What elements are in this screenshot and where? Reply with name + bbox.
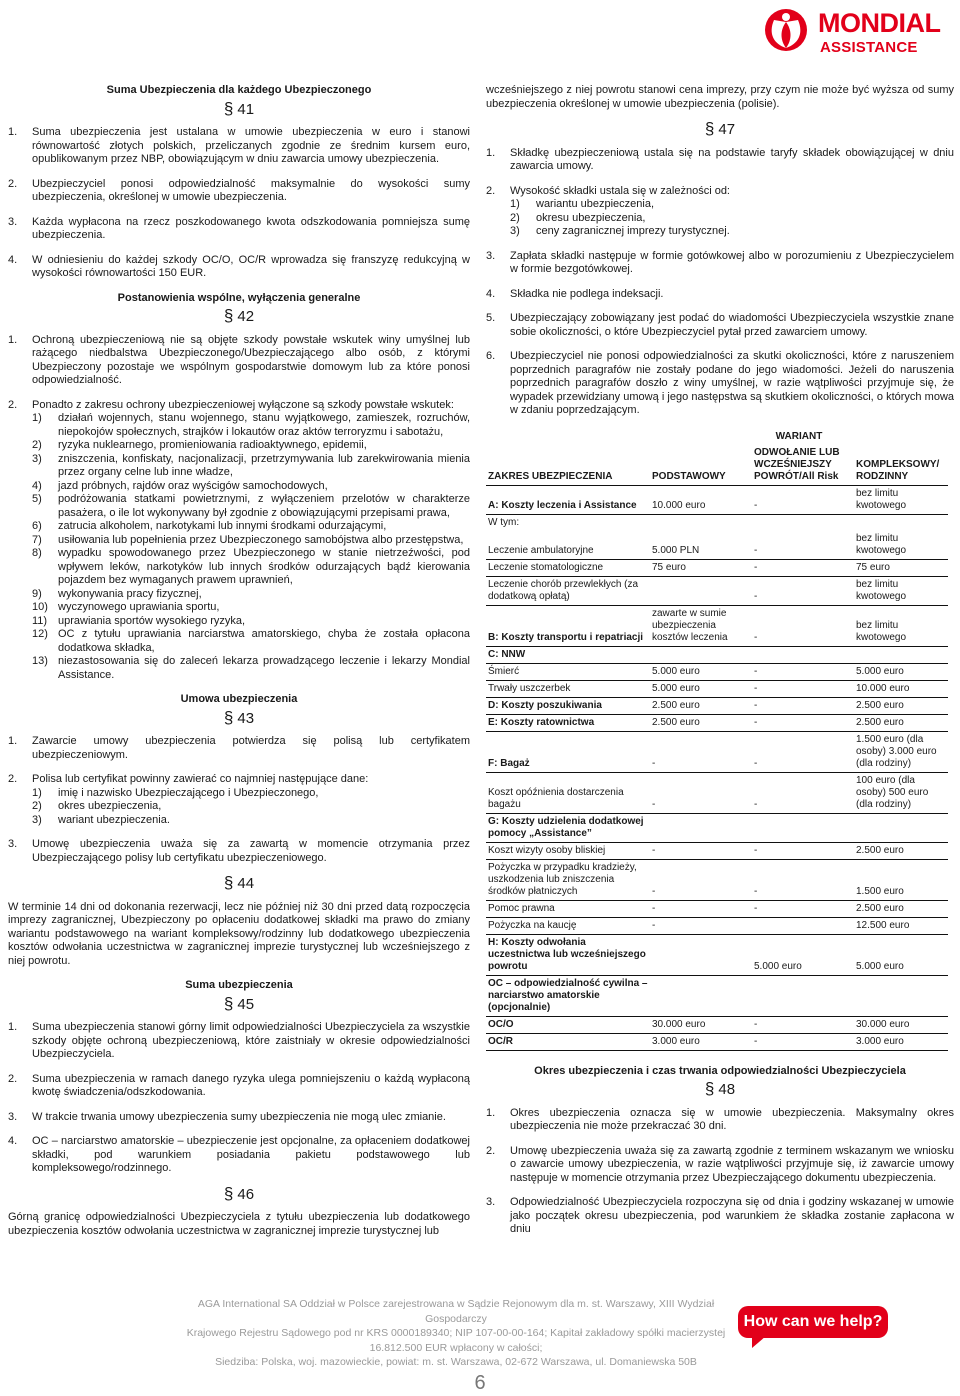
premium-factors-list [510, 198, 954, 239]
clause-41-3: 3. Każda wypłacona na rzecz poszkodowanego kwota odszkodowania pomniejsza sumę ubezpieczenia. [8, 215, 470, 241]
list-item-number: 2) [32, 800, 42, 812]
table-cell-basic: - [650, 859, 752, 900]
table-cell-scope: OC – odpowiedzialność cywilna – narciarstwo amatorskie (opcjonalnie) [486, 975, 650, 1016]
table-cell-cancel: - [752, 663, 854, 680]
list-item-text: OC z tytułu uprawiania narciarstwa amatorskiego, chyba że została opłacona dodatkowa składka, [58, 628, 470, 654]
clause-46: Górną granicę odpowiedzialności Ubezpieczyciela z tytułu ubezpieczenia lub dodatkowego ubezpieczenia kosztów odwołania uczestnictwa w zagranicznej imprezie turystycznej lub [8, 1211, 470, 1237]
table-cell-basic: - [650, 731, 752, 772]
list-item-text: uprawiania sportów wysokiego ryzyka, [58, 614, 246, 627]
clause-47-1: 1. Składkę ubezpieczeniową ustala się na podstawie taryfy składek obowiązującej w dniu zawarcia umowy. [486, 146, 954, 172]
table-cell-cancel: - [752, 576, 854, 605]
table-cell-scope: G: Koszty udzielenia dodatkowej pomocy „Assistance” [486, 813, 650, 842]
table-cell-complex: 5.000 euro [854, 663, 948, 680]
list-item [32, 547, 470, 588]
table-cell-basic: 30.000 euro [650, 1016, 752, 1033]
list-item-number: 9) [32, 587, 42, 600]
paragraph-42: § 42 [223, 306, 255, 325]
list-item-text: wypadku spowodowanego przez Ubezpieczonego w stanie nietrzeźwości, pod wpływem leków, narkotyków lub innych środków odurzających bądź kierowania pojazdem bez wymaganych prawem uprawnień, [58, 547, 470, 586]
clause-43-3: 3. Umowę ubezpieczenia uważa się za zawartą w momencie otrzymania przez Ubezpieczającego polisy lub certyfikatu ubezpieczeniowego. [8, 838, 470, 864]
table-cell-complex [854, 646, 948, 663]
table-row [486, 772, 948, 813]
variants-header: WARIANT [775, 430, 823, 442]
table-row [486, 842, 948, 859]
list-item [32, 628, 470, 655]
list-item-text: imię i nazwisko Ubezpieczającego i Ubezpieczonego, [58, 786, 319, 799]
table-cell-complex: bez limitu kwotowego [854, 605, 948, 646]
table-cell-scope: W tym: [488, 516, 520, 528]
clause-41-4: 4. W odniesieniu do każdej szkody OC/O, OC/R wprowadza się franszyzę redukcyjną w wysokości równowartości 150 EUR. [8, 253, 470, 279]
table-row [486, 559, 948, 576]
paragraph-41: § 41 [223, 98, 255, 118]
table-cell-complex: 2.500 euro [854, 900, 948, 917]
brand-sub: ASSISTANCE [820, 39, 918, 56]
table-cell-cancel: - [752, 714, 854, 731]
table-cell-complex: 10.000 euro [854, 680, 948, 697]
table-row [486, 917, 948, 934]
list-item-text: ryzyka nuklearnego, promieniowania radioaktywnego, epidemii, [58, 439, 367, 451]
section-heading-period: Okres ubezpieczenia i czas trwania odpowiedzialności Ubezpieczyciela [534, 1064, 906, 1077]
table-cell-scope: D: Koszty poszukiwania [486, 697, 650, 714]
page-number: 6 [474, 1372, 486, 1394]
list-item [32, 520, 470, 534]
table-cell-complex [854, 813, 948, 842]
table-cell-scope: F: Bagaż [486, 731, 650, 772]
table-row [486, 680, 948, 697]
list-item [32, 814, 470, 828]
table-cell-complex: 12.500 euro [854, 917, 948, 934]
table-cell-scope: Trwały uszczerbek [486, 680, 650, 697]
list-item-number: 12) [32, 628, 48, 640]
table-cell-cancel: - [752, 680, 854, 697]
clause-47-2: 2. Wysokość składki ustala się w zależności od: 1) wariantu ubezpieczenia, 2) okresu ubezpieczenia, 3) ceny zagranicznej imprezy turystycznej. [486, 185, 954, 239]
mondial-logo-icon [760, 8, 814, 54]
paragraph-44: § 44 [223, 873, 255, 892]
table-cell-complex: 2.500 euro [854, 714, 948, 731]
table-cell-cancel: - [752, 1016, 854, 1033]
clause-43-2: 2. Polisa lub certyfikat powinny zawierać co najmniej następujące dane: 1) imię i nazwisko Ubezpieczającego i Ubezpieczonego, 2) okres ubezpieczenia, 3) wariant ubezpieczenia. [8, 773, 470, 827]
table-cell-scope: Koszt opóźnienia dostarczenia bagażu [486, 772, 650, 813]
list-item-text: wyczynowego uprawiania sportu, [58, 601, 220, 613]
clause-48-3: 3. Odpowiedzialność Ubezpieczyciela rozpoczyna się od dnia i godziny wskazanej w umowie jako początek okresu ubezpieczenia, pod warunkiem że składka zostanie zapłacona w dniu [486, 1196, 954, 1235]
clause-45-2: 2. Suma ubezpieczenia w ramach danego ryzyka ulega pomniejszeniu o każdą wypłaconą kwotę świadczenia/odszkodowania. [8, 1072, 470, 1098]
table-cell-cancel: - [752, 1033, 854, 1050]
list-item [32, 601, 470, 615]
coverage-table [486, 429, 948, 1051]
list-item-text: wariant ubezpieczenia. [58, 813, 170, 826]
table-row [486, 975, 948, 1016]
list-item-number: 13) [32, 655, 48, 667]
list-item-number: 3) [32, 452, 42, 465]
clause-41-2: 2. Ubezpieczyciel ponosi odpowiedzialność maksymalnie do wysokości sumy ubezpieczenia, określonej w umowie ubezpieczenia. [8, 177, 470, 203]
table-cell-cancel: - [752, 559, 854, 576]
section-heading-contract: Umowa ubezpieczenia [180, 693, 298, 705]
paragraph-48: § 48 [704, 1079, 736, 1098]
list-item-number: 6) [32, 520, 42, 532]
table-row [486, 731, 948, 772]
brand-name: MONDIAL [818, 8, 941, 38]
table-cell-basic: 10.000 euro [650, 485, 752, 514]
table-cell-basic: 3.000 euro [650, 1033, 752, 1050]
clause-47-6: 6. Ubezpieczyciel nie ponosi odpowiedzialności za skutki okoliczności, które z naruszeniem poprzednich paragrafów nie zostały podane do jego wiadomości. Jeżeli do naruszenia poprzednich paragrafów doszło z winy umyślnej, w razie wątpliwości przyjmuje się, że wypadek przewidziany umową i jego następstwa są skutkiem okoliczności, o których mowa w zdaniu poprzedzającym. [486, 350, 954, 416]
table-cell-basic [650, 576, 752, 605]
footer-line-2: Krajowego Rejestru Sądowego pod nr KRS 0000189340; NIP 107-00-00-164; Kapitał zakładowy spółki macierzystej 16.812.500 EUR wpłacony w całości; [186, 1327, 726, 1354]
table-cell-cancel: - [752, 485, 854, 514]
table-cell-basic: 5.000 euro [650, 663, 752, 680]
table-cell-basic [650, 934, 752, 975]
clause-48-1: 1. Okres ubezpieczenia oznacza się w umowie ubezpieczenia. Maksymalny okres ubezpieczenia nie może przekraczać 30 dni. [486, 1106, 954, 1132]
table-cell-scope: Koszt wizyty osoby bliskiej [486, 842, 650, 859]
list-item-number: 2) [32, 439, 42, 451]
table-row [486, 663, 948, 680]
section-heading-sum: Suma ubezpieczenia [185, 979, 293, 991]
left-column [8, 84, 470, 1249]
table-cell-cancel [752, 917, 854, 934]
list-item-text: wariantu ubezpieczenia, [536, 198, 655, 210]
list-item-text: jazd próbnych, rajdów oraz wyścigów samochodowych, [58, 479, 328, 492]
table-cell-basic: 5.000 PLN [650, 531, 752, 560]
table-cell-basic: 2.500 euro [650, 697, 752, 714]
table-cell-basic: 2.500 euro [650, 714, 752, 731]
basic-header: PODSTAWOWY [650, 445, 752, 486]
table-cell-cancel [752, 646, 854, 663]
clause-44: W terminie 14 dni od dokonania rezerwacji, lecz nie później niż 30 dni przed datą rozpoczęcia imprezy zagranicznej, Ubezpieczony po opłaceniu dodatkowej składki ma prawo do zmiany wariantu podstawowego na wariant kompleksowy/rodzinny lub dodatkowego ubezpieczenia kosztów odwołania uczestnictwa w zagranicznej imprezie turystycznej lub wcześniejszego z niej powrotu. [8, 900, 470, 967]
table-cell-scope: OC/R [486, 1033, 650, 1050]
scope-header: ZAKRES UBEZPIECZENIA [486, 445, 650, 486]
table-row [486, 714, 948, 731]
clause-45-4: 4. OC – narciarstwo amatorskie – ubezpieczenie jest opcjonalne, za opłaceniem dodatkowej składki, pod warunkiem posiadania pakietu podstawowego lub kompleksowego/rodzinnego. [8, 1135, 470, 1174]
table-cell-basic: 75 euro [650, 559, 752, 576]
table-cell-complex: 100 euro (dla osoby) 500 euro (dla rodziny) [854, 772, 948, 813]
list-item [32, 412, 470, 439]
table-cell-basic: - [650, 842, 752, 859]
list-item-text: niezastosowania się do zaleceń lekarza prowadzącego leczenie i lekarzy Mondial Assistance. [58, 655, 470, 681]
list-item [510, 198, 954, 212]
table-row [486, 1033, 948, 1050]
clause-47-3: 3. Zapłata składki następuje w formie gotówkowej albo w porozumieniu z Ubezpieczycielem w formie bezgotówkowej. [486, 249, 954, 275]
clause-48-2: 2. Umowę ubezpieczenia uważa się za zawartą zgodnie z terminem wskazanym we wniosku o zawarcie umowy ubezpieczenia, w razie wątpliwości przyjmuje się, iż zawarcie umowy następuje w momencie otrzymania przez Ubezpieczającego dokumentu ubezpieczenia. [486, 1144, 954, 1184]
list-item-text: okresu ubezpieczenia, [536, 211, 646, 224]
table-cell-scope: A: Koszty leczenia i Assistance [486, 485, 650, 514]
table-cell-cancel: - [752, 697, 854, 714]
table-row [486, 934, 948, 975]
table-row [486, 697, 948, 714]
table-cell-cancel: - [752, 772, 854, 813]
policy-data-list [32, 787, 470, 828]
clause-45-3: 3. W trakcie trwania umowy ubezpieczenia sumy ubezpieczenia nie mogą ulec zmianie. [8, 1110, 446, 1123]
list-item-text: podróżowania statkami powietrznymi, z wyłączeniem przelotów w charakterze pasażera, o ile lot wykonywany był zgodnie z obowiązującymi przepisami prawa, [58, 493, 470, 519]
list-item-number: 11) [32, 614, 48, 627]
table-cell-basic: zawarte w sumie ubezpieczenia kosztów leczenia [650, 605, 752, 646]
list-item [32, 480, 470, 494]
table-row [486, 576, 948, 605]
table-cell-scope: B: Koszty transportu i repatriacji [486, 605, 650, 646]
cancel-header: ODWOŁANIE LUB WCZEŚNIEJSZY POWRÓT/All Risk [752, 445, 854, 486]
table-row [486, 813, 948, 842]
list-item [32, 453, 470, 480]
list-item-number: 1) [32, 786, 42, 799]
clause-41-1: 1. Suma ubezpieczenia jest ustalana w umowie ubezpieczenia w euro i stanowi równowartość złotych polskich, przeliczanych zgodnie ze średnim kursem euro, opublikowanym przez NBP, obowiązującym w dniu zawarcia umowy ubezpieczenia. [8, 126, 470, 165]
table-cell-complex: 75 euro [854, 559, 948, 576]
list-item-number: 7) [32, 533, 42, 546]
table-cell-complex [854, 514, 948, 531]
table-row [486, 531, 948, 560]
table-cell-basic [650, 514, 752, 531]
list-item-number: 1) [510, 198, 520, 210]
list-item-number: 4) [32, 479, 42, 492]
table-cell-cancel: - [752, 859, 854, 900]
table-cell-complex [854, 975, 948, 1016]
list-item-number: 3) [510, 225, 520, 237]
help-speech-bubble: How can we help? [738, 1306, 888, 1338]
table-cell-scope: Pomoc prawna [486, 900, 650, 917]
list-item [32, 787, 470, 801]
table-cell-cancel: - [752, 900, 854, 917]
list-item-number: 5) [32, 493, 42, 505]
table-row [486, 859, 948, 900]
table-cell-scope: E: Koszty ratownictwa [486, 714, 650, 731]
table-cell-scope: Pożyczka na kaucję [486, 917, 650, 934]
table-row [486, 646, 948, 663]
table-cell-scope: Leczenie stomatologiczne [486, 559, 650, 576]
table-cell-cancel: - [752, 731, 854, 772]
list-item-text: zniszczenia, konfiskaty, nacjonalizacji, przetrzymywania lub zarekwirowania mienia przez organy celne lub inne władze, [58, 452, 470, 478]
table-row [486, 605, 948, 646]
table-cell-complex: 3.000 euro [854, 1033, 948, 1050]
exclusions-list [32, 412, 470, 682]
list-item-text: okres ubezpieczenia, [58, 800, 162, 812]
table-cell-scope: H: Koszty odwołania uczestnictwa lub wcześniejszego powrotu [486, 934, 650, 975]
table-cell-cancel: - [752, 605, 854, 646]
list-item [32, 655, 470, 682]
footer-legal [186, 1297, 726, 1370]
list-item-text: usiłowania lub popełnienia przez Ubezpieczonego samobójstwa albo przestępstwa, [58, 533, 464, 546]
paragraph-47: § 47 [704, 119, 736, 138]
table-cell-cancel: - [752, 842, 854, 859]
table-cell-scope: Pożyczka w przypadku kradzieży, uszkodzenia lub zniszczenia środków płatniczych [486, 859, 650, 900]
list-item [32, 588, 470, 602]
table-cell-complex: 1.500 euro [854, 859, 948, 900]
table-row [486, 514, 948, 531]
list-item [32, 615, 470, 629]
table-cell-scope: OC/O [486, 1016, 650, 1033]
list-item-text: wykonywania pracy fizycznej, [58, 587, 202, 600]
list-item [510, 225, 954, 239]
table-cell-complex: 2.500 euro [854, 842, 948, 859]
list-item-number: 3) [32, 813, 42, 826]
table-cell-scope: Śmierć [486, 663, 650, 680]
table-cell-basic [650, 646, 752, 663]
clause-45-1: 1. Suma ubezpieczenia stanowi górny limit odpowiedzialności Ubezpieczyciela za wszystkie szkody objęte ochroną ubezpieczeniową, które zaistniały w okresie odpowiedzialności Ubezpieczyciela. [8, 1021, 470, 1060]
table-cell-basic: - [650, 900, 752, 917]
list-item-number: 8) [32, 547, 42, 559]
table-row [486, 900, 948, 917]
table-cell-complex: bez limitu kwotowego [854, 576, 948, 605]
table-cell-cancel: 5.000 euro [752, 934, 854, 975]
table-cell-cancel [752, 813, 854, 842]
list-item-number: 2) [510, 211, 520, 224]
clause-42-1: 1. Ochroną ubezpieczeniową nie są objęte szkody powstałe wskutek winy umyślnej lub rażącego niedbalstwa Ubezpieczonego/Ubezpieczającego albo osób, z którymi Ubezpieczony pozostaje we wspólnym gospodarstwie domowym lub za które ponosi odpowiedzialność. [8, 333, 470, 386]
paragraph-46: § 46 [223, 1183, 255, 1203]
table-row [486, 485, 948, 514]
table-cell-basic: - [650, 772, 752, 813]
clause-47-5: 5. Ubezpieczający zobowiązany jest podać do wiadomości Ubezpieczyciela wszystkie znane sobie okoliczności, o które Ubezpieczyciel pytał przed zawarciem umowy. [486, 312, 954, 338]
table-cell-scope: C: NNW [486, 646, 650, 663]
clause-43-1: 1. Zawarcie umowy ubezpieczenia potwierdza się polisą lub certyfikatem ubezpieczeniowym. [8, 735, 470, 761]
table-cell-complex: 2.500 euro [854, 697, 948, 714]
list-item [32, 800, 470, 814]
footer-line-3: Siedziba: Polska, woj. mazowieckie, powiat: m. st. Warszawa, 02-672 Warszawa, ul. Domaniewska 50B [215, 1356, 697, 1368]
list-item-text: działań wojennych, stanu wojennego, stanu wyjątkowego, zamieszek, rozruchów, niepokojów społecznych, strajków i lokautów oraz aktów terroryzmu i sabotażu, [58, 412, 470, 438]
table-cell-complex: 30.000 euro [854, 1016, 948, 1033]
table-row [486, 1016, 948, 1033]
right-column [486, 84, 954, 1248]
list-item-number: 10) [32, 601, 48, 613]
paragraph-45: § 45 [223, 993, 255, 1013]
list-item [32, 493, 470, 520]
complex-header: KOMPLEKSOWY/ RODZINNY [854, 445, 948, 486]
section-heading-common: Postanowienia wspólne, wyłączenia generalne [117, 291, 361, 304]
clause-42-2: 2. Ponadto z zakresu ochrony ubezpieczeniowej wyłączone są szkody powstałe wskutek: 1) działań wojennych, stanu wojennego, stanu wyjątkowego, zamieszek, rozruchów, niepokojów społecznych, strajków i lokautów oraz aktów terroryzmu i sabotażu, 2) ryzyka nuklearnego, promieniowania radioaktywnego, epidemii, 3) zniszczenia, konfiskaty, nacjonalizacji, przetrzymywania lub zarekwirowania mienia przez organy celne lub inne władze, 4) jazd próbnych, rajdów oraz wyścigów samochodowych, 5) podróżowania statkami powietrznymi, z wyłączeniem przelotów w charakterze pasażera, o ile lot wykonywany był zgodnie z obowiązującymi przepisami prawa, 6) zatrucia alkoholem, narkotykami lub innymi środkami odurzającymi, 7) usiłowania lub popełnienia przez Ubezpieczonego samobójstwa albo przestępstwa, 8) wypadku spowodowanego przez Ubezpieczonego w stanie nietrzeźwości, pod wpływem leków, narkotyków lub innych środków odurzających bądź kierowania pojazdem bez wymaganych prawem uprawnień, 9) wykonywania pracy fizycznej, 10) wyczynowego uprawiania sportu, 11) uprawiania sportów wysokiego ryzyka, 12) OC z tytułu uprawiania narciarstwa amatorskiego, chyba że została opłacona dodatkowa składka, 13) niezastosowania się do zaleceń lekarza prowadzącego leczenie i lekarzy Mondial Assistance. [8, 398, 470, 681]
list-item-text: zatrucia alkoholem, narkotykami lub innymi środkami odurzającymi, [58, 520, 387, 532]
table-cell-cancel: - [752, 531, 854, 560]
list-item [32, 534, 470, 548]
list-item [32, 439, 470, 453]
footer-line-1: AGA International SA Oddział w Polsce zarejestrowana w Sądzie Rejonowym dla m. st. Warszawy, XIII Wydział Gospodarczy [197, 1298, 715, 1325]
paragraph-43: § 43 [223, 707, 255, 727]
table-cell-basic: 5.000 euro [650, 680, 752, 697]
table-cell-scope: Leczenie chorób przewlekłych (za dodatkową opłatą) [486, 576, 650, 605]
table-cell-complex: bez limitu kwotowego [854, 531, 948, 560]
table-cell-complex: bez limitu kwotowego [854, 485, 948, 514]
list-item-number: 1) [32, 412, 42, 424]
table-cell-scope: Leczenie ambulatoryjne [486, 531, 650, 560]
clause-46-continued: wcześniejszego z niej powrotu stanowi cena imprezy, przy czym nie może być wyższa od sumy ubezpieczenia określonej w umowie ubezpieczenia (polisie). [486, 84, 954, 110]
mondial-assistance-logo [760, 6, 950, 58]
table-cell-basic: - [650, 917, 752, 934]
list-item-text: ceny zagranicznej imprezy turystycznej. [536, 225, 730, 237]
table-cell-complex: 5.000 euro [854, 934, 948, 975]
table-cell-cancel [752, 975, 854, 1016]
table-cell-complex: 1.500 euro (dla osoby) 3.000 euro (dla rodziny) [854, 731, 948, 772]
table-cell-basic [650, 975, 752, 1016]
table-cell-cancel [752, 514, 854, 531]
list-item [510, 212, 954, 226]
clause-47-4: 4. Składka nie podlega indeksacji. [486, 287, 664, 300]
section-heading-sum-each: Suma Ubezpieczenia dla każdego Ubezpieczonego [106, 84, 372, 96]
table-cell-basic [650, 813, 752, 842]
